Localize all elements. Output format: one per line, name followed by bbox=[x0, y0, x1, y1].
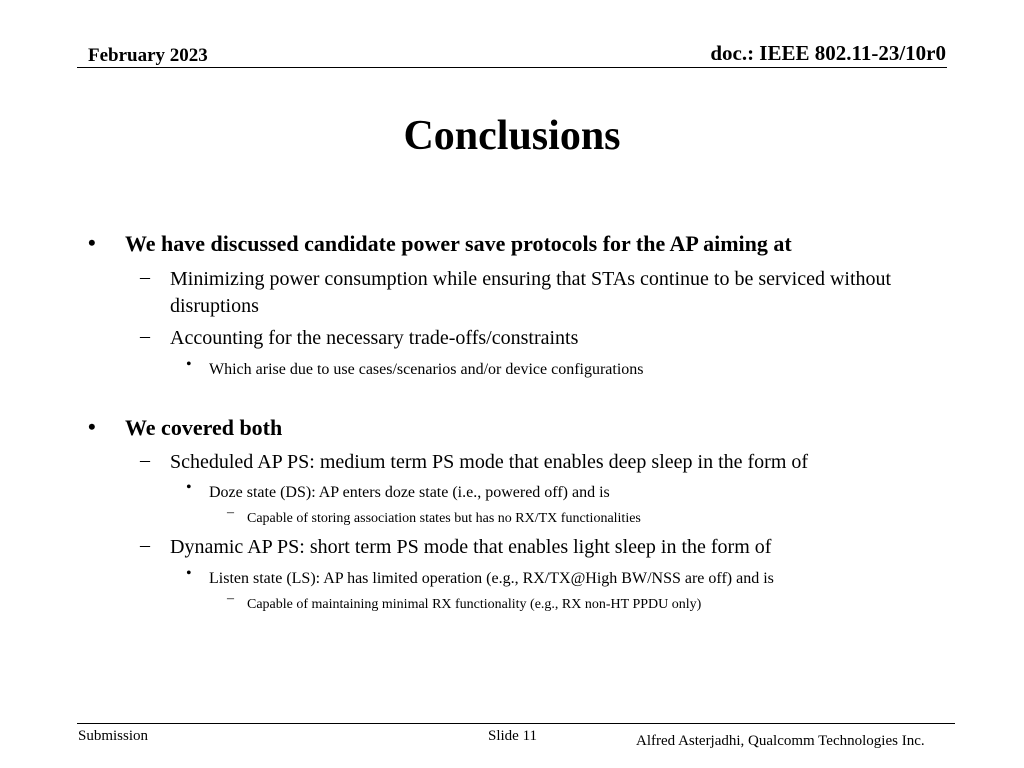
bullet-text: Accounting for the necessary trade-offs/constraints bbox=[170, 327, 579, 349]
footer-slide-number: Slide 11 bbox=[488, 728, 538, 744]
bullet-marker: • bbox=[88, 230, 96, 255]
bullet-marker: • bbox=[186, 479, 192, 496]
bullet-marker: • bbox=[88, 414, 96, 439]
dash-marker: – bbox=[140, 266, 150, 288]
bullet-text: Capable of storing association states but has no RX/TX functionalities bbox=[247, 511, 641, 526]
dash-marker: – bbox=[227, 505, 234, 520]
slide-title: Conclusions bbox=[403, 113, 621, 159]
footer-submission: Submission bbox=[78, 728, 149, 744]
dash-marker: – bbox=[140, 534, 150, 556]
bullet-text: Scheduled AP PS: medium term PS mode that enables deep sleep in the form of bbox=[170, 451, 809, 473]
dash-marker: – bbox=[140, 325, 150, 347]
dash-marker: – bbox=[227, 591, 234, 606]
bullet-text: Minimizing power consumption while ensuring that STAs continue to be serviced without disruptions bbox=[170, 268, 892, 317]
bullet-text: We have discussed candidate power save protocols for the AP aiming at bbox=[125, 231, 792, 256]
header-doc-id: doc.: IEEE 802.11-23/10r0 bbox=[710, 41, 946, 65]
bullet-text: We covered both bbox=[125, 415, 283, 440]
footer-author: Alfred Asterjadhi, Qualcomm Technologies Inc. bbox=[636, 733, 925, 749]
bullet-text: Doze state (DS): AP enters doze state (i.e., powered off) and is bbox=[209, 484, 610, 501]
dash-marker: – bbox=[140, 449, 150, 471]
bullet-text: Dynamic AP PS: short term PS mode that enables light sleep in the form of bbox=[170, 536, 772, 558]
bullet-marker: • bbox=[186, 356, 192, 373]
bullet-text: Listen state (LS): AP has limited operation (e.g., RX/TX@High BW/NSS are off) and is bbox=[209, 570, 774, 587]
footer-rule bbox=[77, 723, 955, 724]
bullet-text: Capable of maintaining minimal RX functionality (e.g., RX non-HT PPDU only) bbox=[247, 597, 702, 612]
bullet-text: Which arise due to use cases/scenarios and/or device configurations bbox=[209, 361, 644, 378]
header-date: February 2023 bbox=[88, 45, 208, 66]
bullet-marker: • bbox=[186, 565, 192, 582]
